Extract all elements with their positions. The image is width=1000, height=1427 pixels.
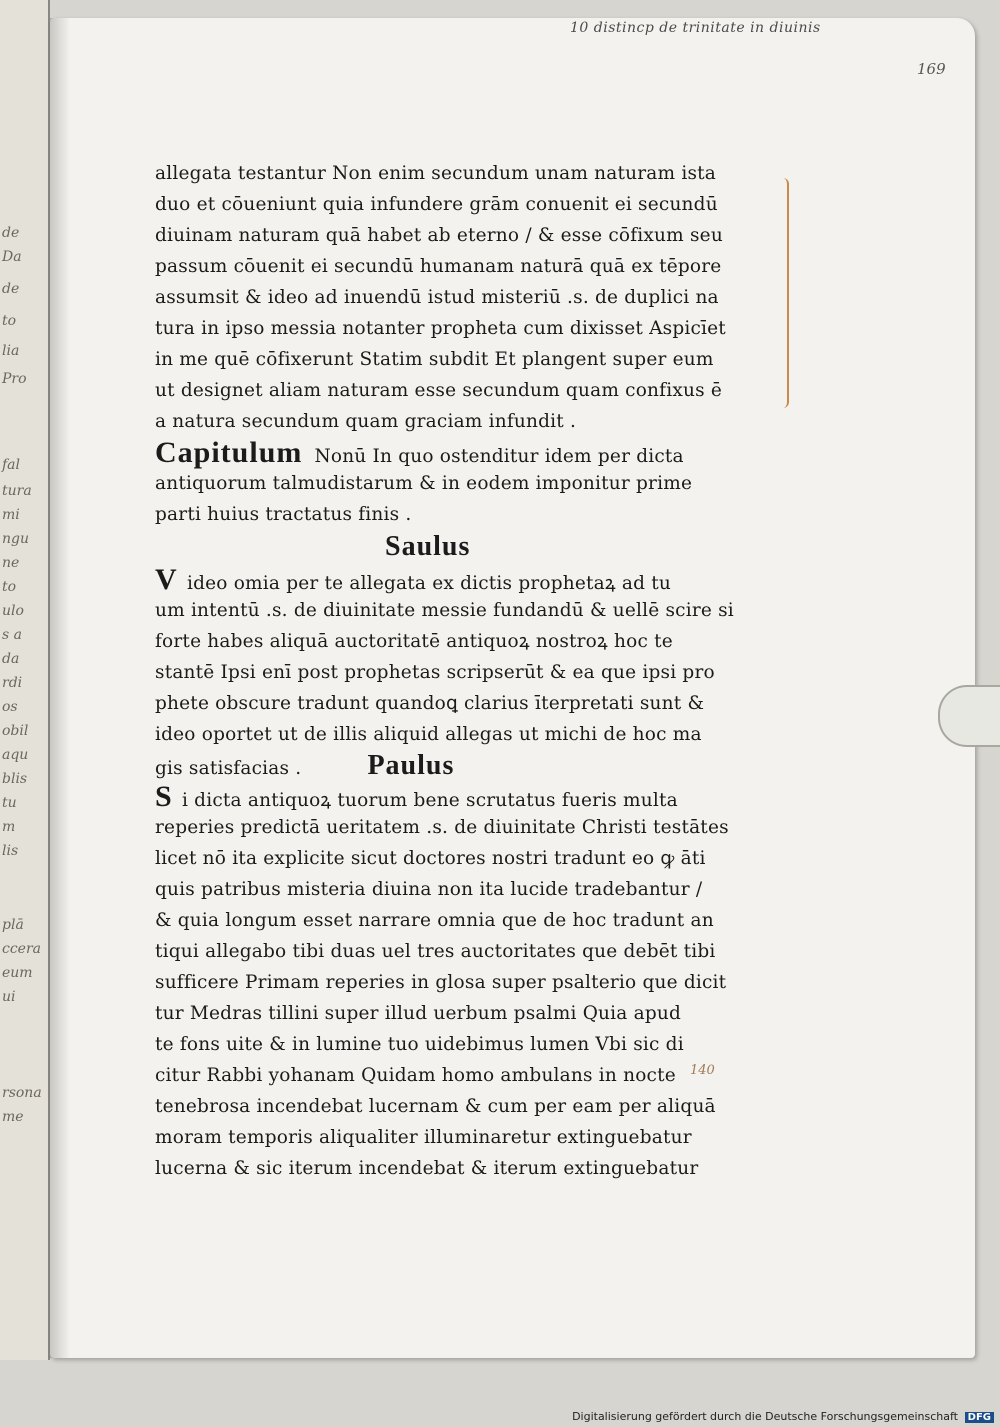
footer-credit: Digitalisierung gefördert durch die Deutsche Forschungsgemeinschaft xyxy=(572,1410,958,1423)
left-margin-fragment: me xyxy=(2,1109,24,1125)
left-margin-fragment: to xyxy=(2,579,17,595)
margin-bracket-mark xyxy=(777,178,789,408)
paragraph-line: duo et cōueniunt quia infundere grām conuenit ei secundū xyxy=(155,194,718,215)
chapter-heading-line xyxy=(155,437,745,468)
left-margin-fragment: ui xyxy=(2,989,16,1005)
left-margin-fragment: tu xyxy=(2,795,17,811)
handwritten-annotation: 10 distincp de trinitate in diuinis xyxy=(570,20,821,36)
chapter-line: parti huius tractatus finis . xyxy=(155,504,412,525)
left-margin-fragment: ulo xyxy=(2,603,24,619)
paragraph-line: tura in ipso messia notanter propheta cum dixisset Aspicīet xyxy=(155,318,726,339)
left-margin-fragment: ne xyxy=(2,555,20,571)
left-margin-fragment: de xyxy=(2,225,20,241)
paragraph-line: a natura secundum quam graciam infundit . xyxy=(155,411,577,432)
paragraph-line: ut designet aliam naturam esse secundum quam confixus ē xyxy=(155,380,722,401)
paragraph-line: assumsit & ideo ad inuendū istud misteriū .s. de duplici na xyxy=(155,287,719,308)
main-text xyxy=(155,158,745,1184)
saulus-first-line xyxy=(155,564,745,595)
paulus-paragraph xyxy=(155,812,745,1184)
saulus-line: stantē Ipsi enī post prophetas scripserūt & ea que ipsi pro xyxy=(155,662,715,683)
left-margin-fragment: rsona xyxy=(2,1085,42,1101)
left-margin-fragment: Da xyxy=(2,249,22,265)
saulus-line: ideo omia per te allegata ex dictis prophetaꝝ ad tu xyxy=(186,573,671,594)
paulus-line: & quia longum esset narrare omnia que de hoc tradunt an xyxy=(155,910,714,931)
book-page xyxy=(50,18,975,1358)
chapter-heading: Capitulum xyxy=(155,436,303,469)
left-margin-fragment: blis xyxy=(2,771,28,787)
saulus-line: ideo oportet ut de illis aliquid allegas ut michi de hoc ma xyxy=(155,724,702,745)
left-margin-fragment: eum xyxy=(2,965,33,981)
paulus-line: quis patribus misteria diuina non ita lucide tradebantur / xyxy=(155,879,703,900)
paragraph-line: in me quē cōfixerunt Statim subdit Et plangent super eum xyxy=(155,349,714,370)
paulus-line: tenebrosa incendebat lucernam & cum per eam per aliquā xyxy=(155,1096,716,1117)
paulus-line: tur Medras tillini super illud uerbum psalmi Quia apud xyxy=(155,1003,682,1024)
paulus-line: licet nō ita explicite sicut doctores nostri tradunt eo ꝙ āti xyxy=(155,848,706,869)
paulus-first-line xyxy=(155,781,745,812)
left-margin-fragment: s a xyxy=(2,627,22,643)
left-margin-fragment: os xyxy=(2,699,18,715)
saulus-line: phete obscure tradunt quandoꝗ clarius īterpretati sunt & xyxy=(155,693,705,714)
folio-number: 169 xyxy=(917,60,946,78)
left-margin-fragment: rdi xyxy=(2,675,23,691)
drop-initial-s: S xyxy=(155,780,172,813)
left-margin-fragment: aqu xyxy=(2,747,29,763)
paulus-line: citur Rabbi yohanam Quidam homo ambulans in nocte xyxy=(155,1065,676,1086)
left-margin-fragment: tura xyxy=(2,483,32,499)
paulus-line: te fons uite & in lumine tuo uidebimus lumen Vbi sic di xyxy=(155,1034,684,1055)
gutter-shadow xyxy=(50,18,70,1358)
paragraph-line: passum cōuenit ei secundū humanam naturā quā ex tēpore xyxy=(155,256,722,277)
saulus-line: um intentū .s. de diuinitate messie fundandū & uellē scire si xyxy=(155,600,734,621)
speaker-saulus: Saulus xyxy=(385,531,471,562)
left-margin-fragment: de xyxy=(2,281,20,297)
paulus-line: moram temporis aliqualiter illuminaretur extinguebatur xyxy=(155,1127,692,1148)
left-margin-fragment: obil xyxy=(2,723,29,739)
left-margin-fragment: m xyxy=(2,819,16,835)
page-clip xyxy=(938,685,1000,747)
saulus-line: gis satisfacias . xyxy=(155,758,302,779)
chapter-line: Nonū In quo ostenditur idem per dicta xyxy=(314,446,684,467)
left-page-edge xyxy=(0,0,50,1360)
paragraph-1 xyxy=(155,158,745,437)
saulus-last-line xyxy=(155,750,745,781)
left-margin-fragment: ccera xyxy=(2,941,42,957)
speaker-paulus: Paulus xyxy=(367,750,455,781)
paragraph-line: diuinam naturam quā habet ab eterno / & esse cōfixum seu xyxy=(155,225,723,246)
dfg-logo: DFG xyxy=(965,1412,994,1423)
left-margin-fragment: plā xyxy=(2,917,24,933)
left-margin-fragment: mi xyxy=(2,507,20,523)
handwritten-page-number: 140 xyxy=(690,1063,715,1078)
left-margin-fragment: fal xyxy=(2,457,21,473)
left-margin-fragment: to xyxy=(2,313,17,329)
paulus-line: sufficere Primam reperies in glosa super psalterio que dicit xyxy=(155,972,727,993)
paulus-line: reperies predictā ueritatem .s. de diuinitate Christi testātes xyxy=(155,817,729,838)
left-margin-fragment: da xyxy=(2,651,20,667)
left-margin-fragment: lia xyxy=(2,343,20,359)
paulus-line: i dicta antiquoꝝ tuorum bene scrutatus fueris multa xyxy=(181,790,678,811)
drop-initial-v: V xyxy=(155,563,177,596)
left-margin-fragment: ngu xyxy=(2,531,29,547)
left-margin-fragment: lis xyxy=(2,843,19,859)
left-margin-fragment: Pro xyxy=(2,371,27,387)
paulus-line: lucerna & sic iterum incendebat & iterum extinguebatur xyxy=(155,1158,699,1179)
chapter-line: antiquorum talmudistarum & in eodem imponitur prime xyxy=(155,473,693,494)
footer-bar xyxy=(0,1405,1000,1427)
paulus-line: tiqui allegabo tibi duas uel tres auctoritates que debēt tibi xyxy=(155,941,716,962)
saulus-line: forte habes aliquā auctoritatē antiquoꝝ nostroꝝ hoc te xyxy=(155,631,673,652)
paragraph-line: allegata testantur Non enim secundum unam naturam ista xyxy=(155,163,717,184)
